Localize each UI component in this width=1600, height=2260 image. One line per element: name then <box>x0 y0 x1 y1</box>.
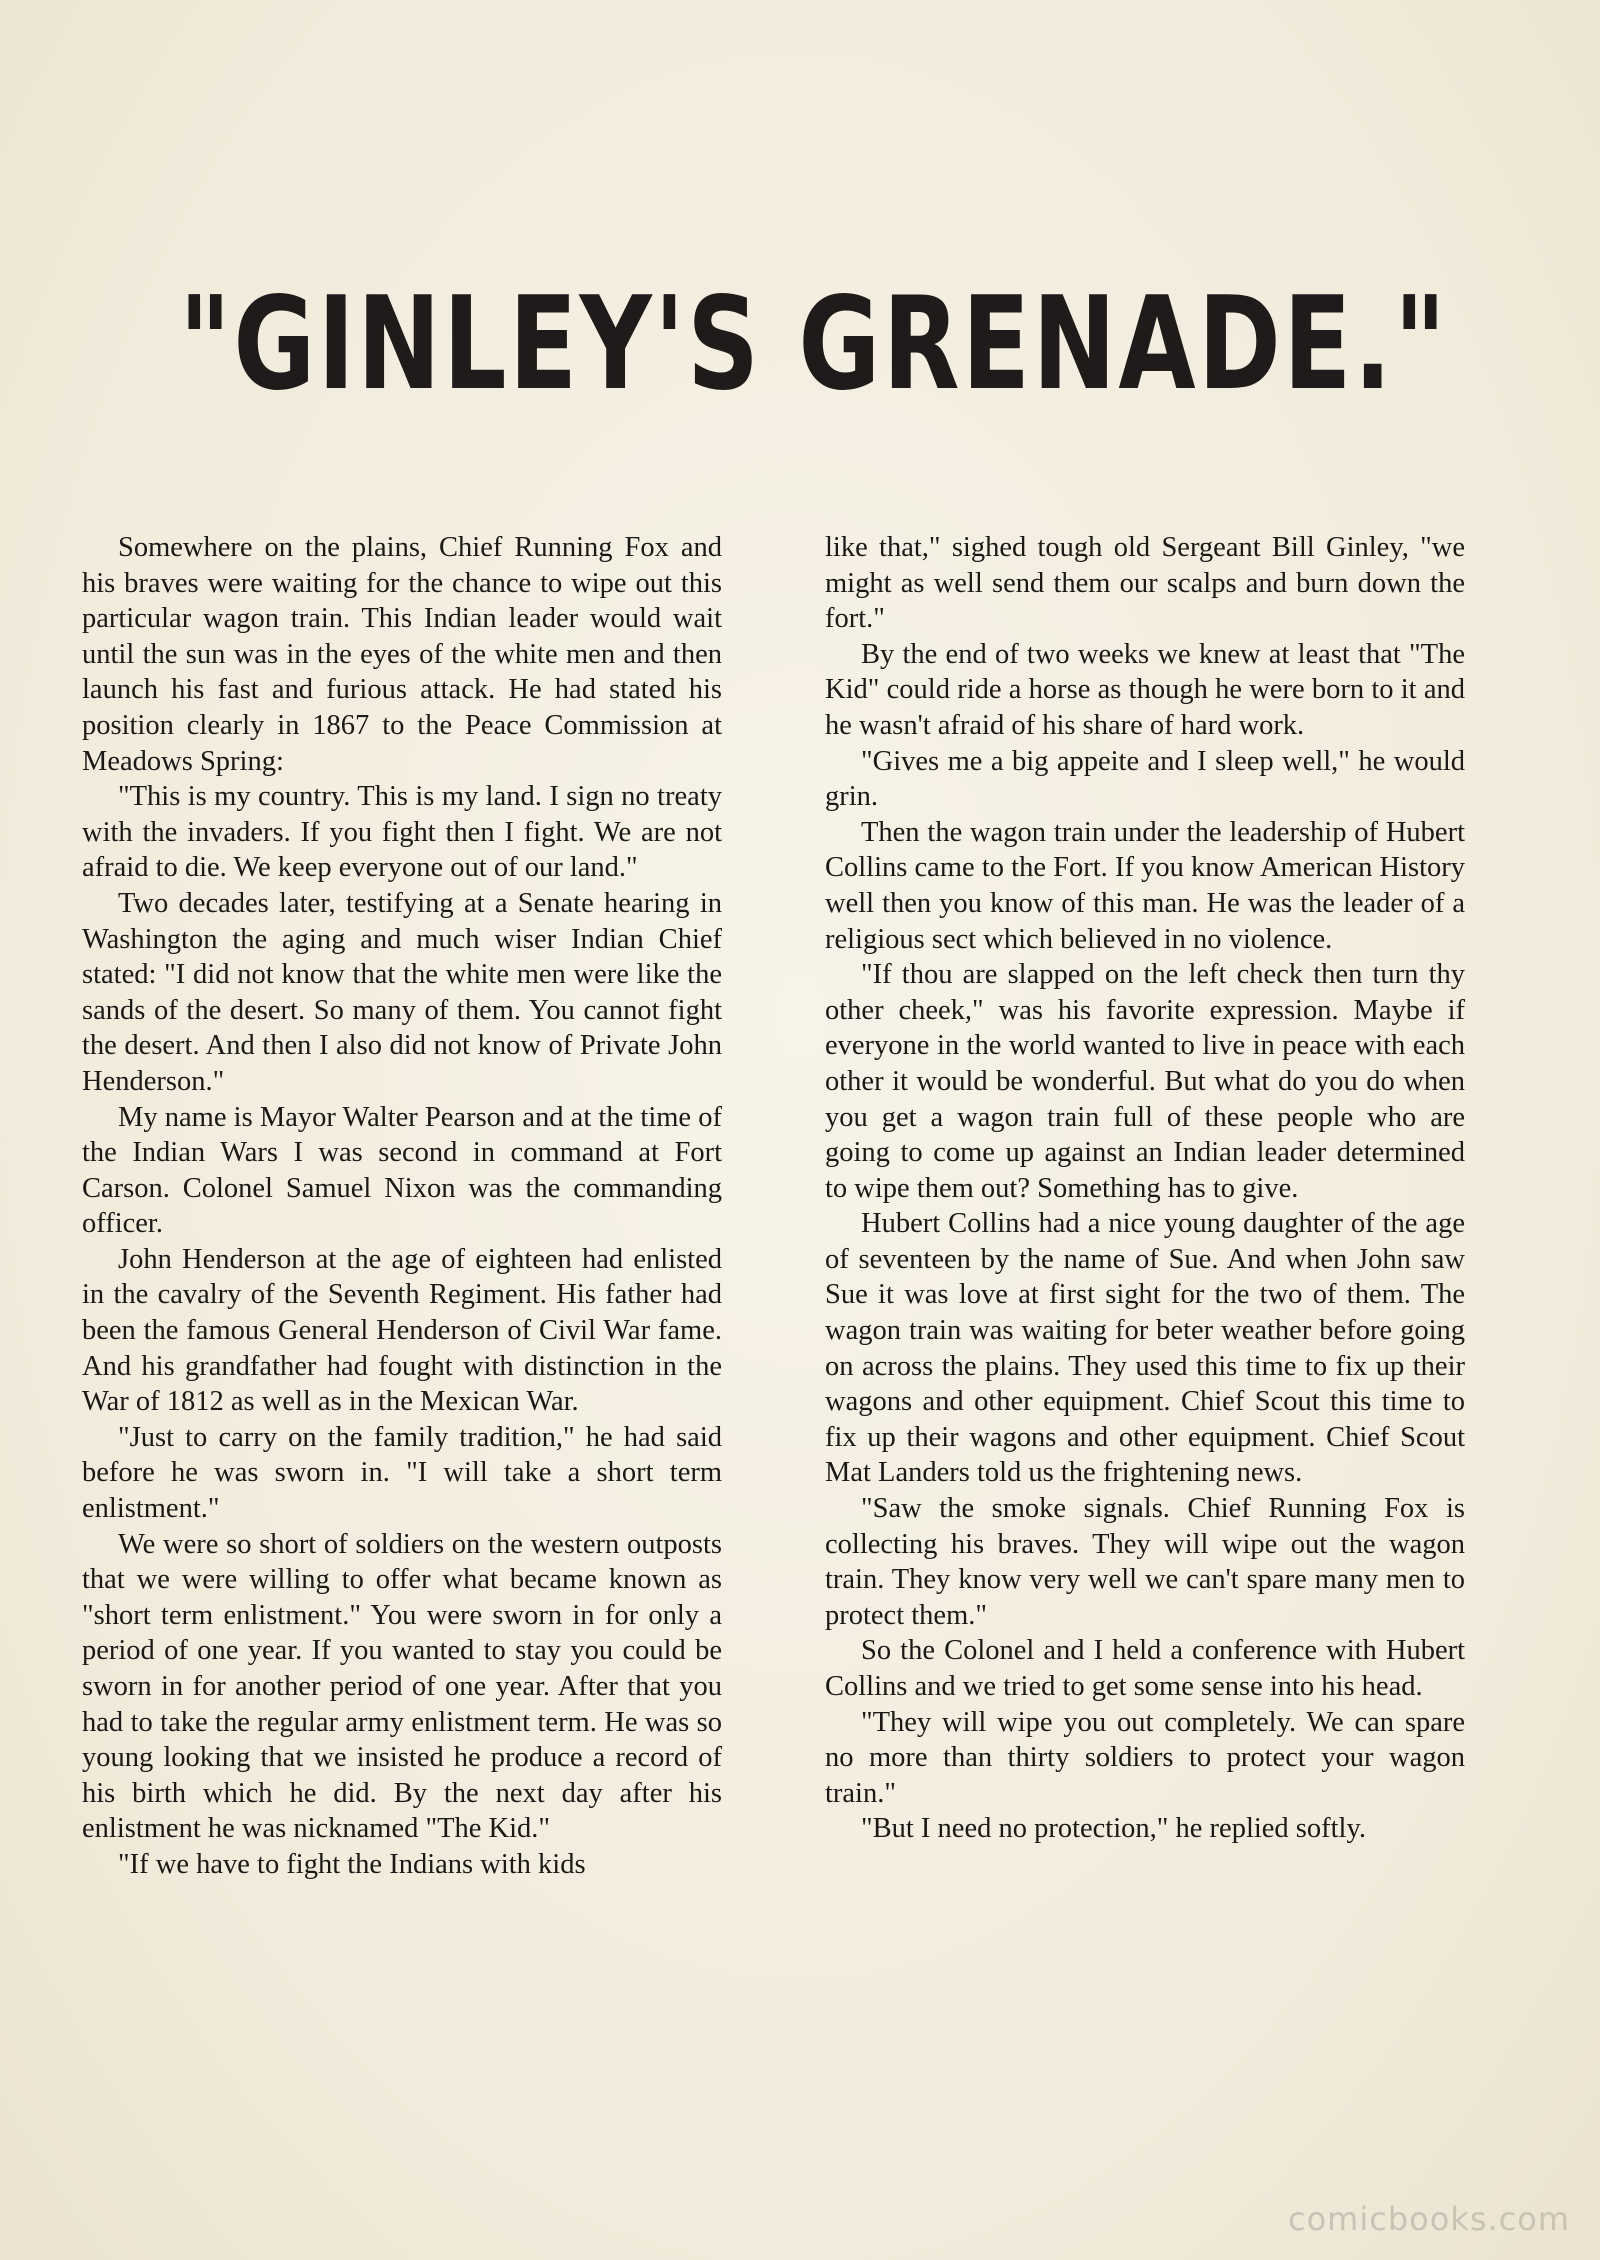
paragraph: By the end of two weeks we knew at least that "The Kid" could ride a horse as though he were born to it and he wasn't afraid of his share of hard work. <box>825 638 1465 741</box>
paragraph: My name is Mayor Walter Pearson and at the time of the Indian Wars I was second in command at Fort Carson. Colonel Samuel Nixon was the commanding officer. <box>82 1101 722 1240</box>
paragraph: "They will wipe you out completely. We can spare no more than thirty soldiers to protect your wagon train." <box>825 1706 1465 1809</box>
paragraph: "This is my country. This is my land. I sign no treaty with the invaders. If you fight then I fight. We are not afraid to die. We keep everyone out of our land." <box>82 781 722 884</box>
paragraph: Two decades later, testifying at a Senate hearing in Washington the aging and much wiser Indian Chief stated: "I did not know that the white men were like the sands of the desert. So many of them. You cannot fight the desert. And then I also did not know of Private John Henderson." <box>82 887 722 1097</box>
paragraph: "But I need no protection," he replied softly. <box>861 1813 1366 1845</box>
paragraph: "If we have to fight the Indians with kids <box>118 1848 586 1880</box>
story-title-text: "GINLEY'S GRENADE." <box>179 270 1449 419</box>
paragraph: So the Colonel and I held a conference with Hubert Collins and we tried to get some sense into his head. <box>825 1635 1465 1702</box>
paragraph-continuation: like that," sighed tough old Sergeant Bill Ginley, "we might as well send them our scalps and burn down the fort." <box>825 532 1465 635</box>
paragraph: "Saw the smoke signals. Chief Running Fox is collecting his braves. They will wipe out the wagon train. They know very well we can't spare many men to protect them." <box>825 1493 1465 1631</box>
paragraph: Hubert Collins had a nice young daughter of the age of seventeen by the name of Sue. And when John saw Sue it was love at first sight for the two of them. The wagon train was waiting for beter weather before going on across the plains. They used this time to fix up their wagons and other equipment. Chief Scout this time to fix up their wagons and other equipment. Chief Scout Mat Landers told us the frightening news. <box>825 1208 1465 1489</box>
bleed-through-text <box>640 30 1260 120</box>
site-watermark: comicbooks.com <box>1287 2200 1570 2238</box>
story-title <box>0 270 1600 420</box>
paragraph: "Gives me a big appeite and I sleep well," he would grin. <box>825 745 1465 813</box>
paragraph: Somewhere on the plains, Chief Running Fox and his braves were waiting for the chance to wipe out this particular wagon train. This Indian leader would wait until the sun was in the eyes of the white men and then launch his fast and furious attack. He had stated his position clearly in 1867 to the Peace Commission at Meadows Spring: <box>82 532 722 777</box>
left-column <box>82 530 722 2110</box>
right-column <box>825 530 1465 2110</box>
paragraph: John Henderson at the age of eighteen had enlisted in the cavalry of the Seventh Regiment. His father had been the famous General Henderson of Civil War fame. And his grandfather had fought with distinction in the War of 1812 as well as in the Mexican War. <box>82 1243 722 1418</box>
paragraph: "If thou are slapped on the left check then turn thy other cheek," was his favorite expression. Maybe if everyone in the world wanted to live in peace with each other it would be wonderful. But what do you do when you get a wagon train full of these people who are going to come up against an Indian leader determined to wipe them out? Something has to give. <box>825 959 1465 1204</box>
paragraph: Then the wagon train under the leadership of Hubert Collins came to the Fort. If you know American History well then you know of this man. He was the leader of a religious sect which believed in no violence. <box>825 816 1465 955</box>
paragraph: "Just to carry on the family tradition," he had said before he was sworn in. "I will take a short term enlistment." <box>82 1421 722 1525</box>
paragraph: We were so short of soldiers on the western outposts that we were willing to offer what became known as "short term enlistment." You were sworn in for only a period of one year. If you wanted to stay you could be sworn in for another period of one year. After that you had to take the regular army enlistment term. He was so young looking that we insisted he produce a record of his birth which he did. By the next day after his enlistment he was nicknamed "The Kid." <box>82 1528 722 1845</box>
